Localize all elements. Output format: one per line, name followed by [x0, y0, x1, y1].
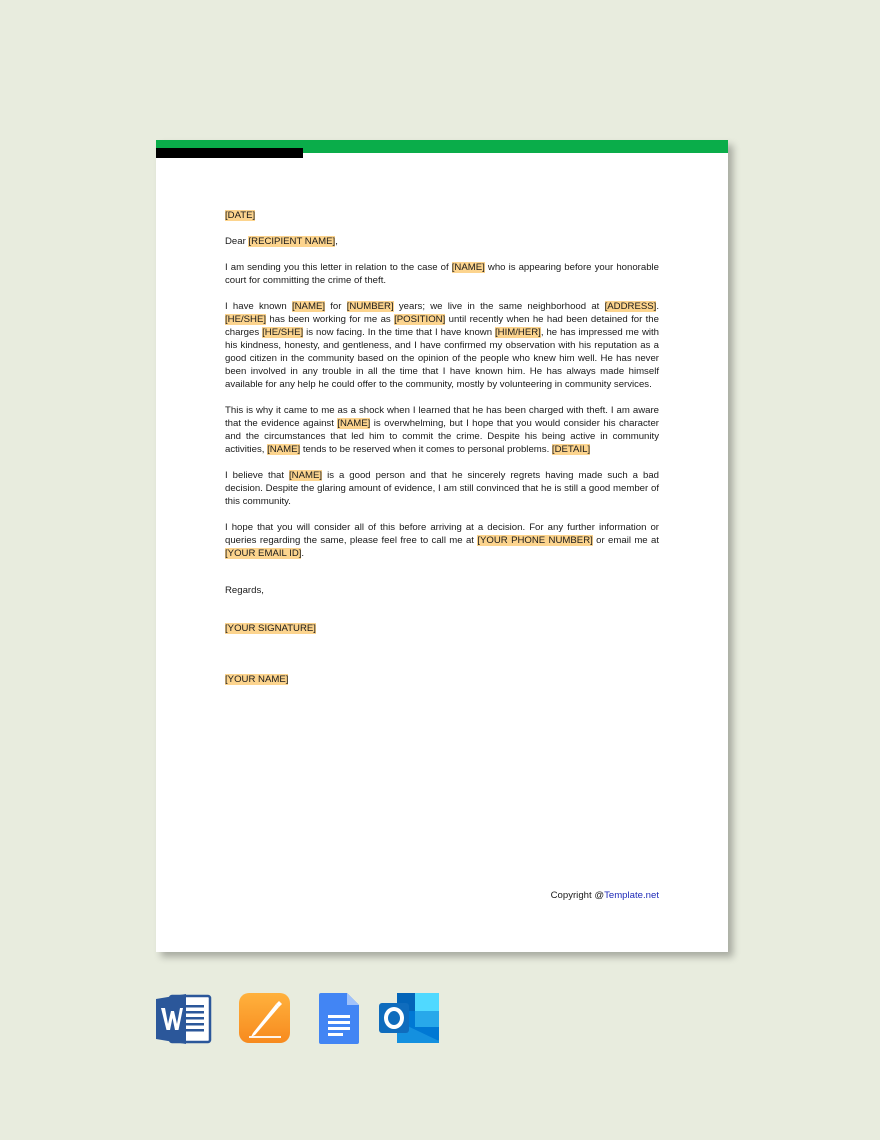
- copyright: Copyright @Template.net: [550, 890, 659, 901]
- date-line: [225, 209, 659, 222]
- template-net-link[interactable]: Template.net: [604, 890, 659, 901]
- paragraph-1: I am sending you this letter in relation to the case of [NAME] who is appearing before your honorable court for committing the crime of theft.: [225, 262, 659, 286]
- date-placeholder: [DATE]: [225, 210, 256, 221]
- letter-page: [156, 140, 728, 952]
- paragraph-3: This is why it came to me as a shock when I learned that he has been charged with theft. I am aware that the evidence against [NAME] is overwhelming, but I hope that you would consider his character and the circumstances that led him to commit the crime. Despite his being active in community activities, [NAME] tends to be reserved when it comes to personal problems. [DETAIL]: [225, 405, 659, 455]
- detail-placeholder: [DETAIL]: [551, 444, 591, 455]
- your-name-placeholder: [YOUR NAME]: [225, 674, 289, 685]
- recipient-placeholder: [RECIPIENT NAME]: [248, 236, 336, 247]
- word-icon[interactable]: [156, 993, 212, 1045]
- google-docs-icon[interactable]: [318, 993, 360, 1045]
- closing: Regards,: [225, 585, 264, 596]
- signature-placeholder: [YOUR SIGNATURE]: [225, 623, 316, 634]
- name-placeholder: [NAME]: [337, 418, 371, 429]
- he-she-placeholder: [HE/SHE]: [225, 314, 267, 325]
- phone-placeholder: [YOUR PHONE NUMBER]: [477, 535, 593, 546]
- email-placeholder: [YOUR EMAIL ID]: [225, 548, 302, 559]
- position-placeholder: [POSITION]: [394, 314, 446, 325]
- name-placeholder: [NAME]: [289, 470, 323, 481]
- name-placeholder: [NAME]: [451, 262, 485, 273]
- salutation: Dear [RECIPIENT NAME],: [225, 236, 338, 247]
- paragraph-5: I hope that you will consider all of this before arriving at a decision. For any further information or queries regarding the same, please feel free to call me at [YOUR PHONE NUMBER] or email me at [YOUR EMAIL ID].: [225, 522, 659, 559]
- number-placeholder: [NUMBER]: [346, 301, 394, 312]
- letter-body: [225, 209, 659, 686]
- signature-line: [225, 622, 659, 635]
- paragraph-2: I have known [NAME] for [NUMBER] years; we live in the same neighborhood at [ADDRESS]. [HE/SHE] has been working for me as [POSITION] until recently when he had been detained for the charges [HE/SHE] is now facing. In the time that I have known [HIM/HER], he has impressed me with his kindness, honesty, and gentleness, and I have confirmed my observation with his reputation as a good citizen in the community based on the opinion of the people who knew him well. He has never been involved in any trouble in all the time that I have known him. He has always made himself available for any help he could offer to the community, mostly by volunteering in community services.: [225, 301, 660, 390]
- pages-icon[interactable]: [239, 993, 291, 1045]
- name-placeholder: [NAME]: [267, 444, 301, 455]
- paragraph-4: I believe that [NAME] is a good person and that he sincerely regrets having made such a bad decision. Despite the glaring amount of evidence, I am still convinced that he is still a good member of this community.: [225, 470, 659, 507]
- black-header-bar: [156, 148, 303, 158]
- your-name-line: [225, 673, 659, 686]
- address-placeholder: [ADDRESS]: [604, 301, 657, 312]
- outlook-icon[interactable]: [379, 993, 439, 1045]
- name-placeholder: [NAME]: [291, 301, 326, 312]
- he-she-placeholder: [HE/SHE]: [262, 327, 304, 338]
- him-her-placeholder: [HIM/HER]: [495, 327, 541, 338]
